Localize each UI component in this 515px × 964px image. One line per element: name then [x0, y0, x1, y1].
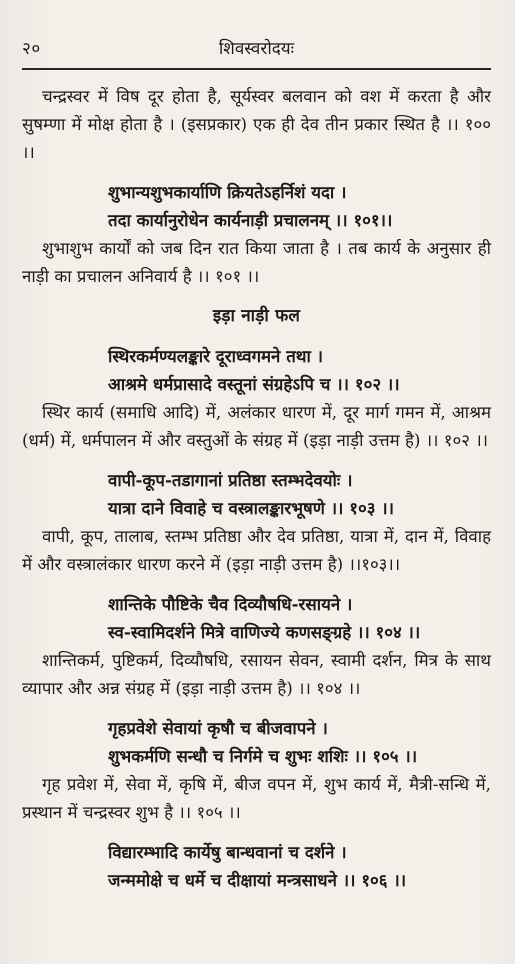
prose-paragraph: शान्तिकर्म, पुष्टिकर्म, दिव्यौषधि, रसायन सेवन, स्वामी दर्शन, मित्र के साथ व्यापार और अन्न संग्रह में (इड़ा नाड़ी उत्तम है) ।। १०४ ।। [22, 650, 491, 698]
page-number: २० [22, 39, 41, 59]
running-title: शिवस्वरोदयः [218, 39, 295, 59]
prose-paragraph: वापी, कूप, तालाब, स्तम्भ प्रतिष्ठा और देव प्रतिष्ठा, यात्रा में, दान में, विवाह में और वस्त्रालंकार धारण करने में (इड़ा नाड़ी उत्तम है) ।।१०३।। [22, 526, 491, 574]
verse-line: स्व-स्वामिदर्शने मित्रे वाणिज्ये कणसङ्ग्रहे ।। १०४ ।। [108, 622, 421, 642]
verse-line: शान्तिके पौष्टिके चैव दिव्यौषधि-रसायने । [108, 594, 353, 614]
verse-line: यात्रा दाने विवाहे च वस्त्रालङ्कारभूषणे ।। १०३ ।। [108, 498, 395, 518]
prose-paragraph: स्थिर कार्य (समाधि आदि) में, अलंकार धारण में, दूर मार्ग गमन में, आश्रम (धर्म) में, धर्मपालन में और वस्तुओं के संग्रह में (इड़ा नाड़ी उत्तम है) ।। १०२ ।। [22, 402, 491, 450]
verse-line: तदा कार्यानुरोधेन कार्यनाड़ी प्रचालनम् ।। १०१।। [108, 210, 393, 230]
sanskrit-verse [22, 178, 491, 234]
prose-paragraph: चन्द्रस्वर में विष दूर होता है, सूर्यस्वर बलवान को वश में करता है और सुषम्णा में मोक्ष होता है । (इसप्रकार) एक ही देव तीन प्रकार स्थित है ।। १०० ।। [22, 86, 491, 162]
section-heading: इड़ा नाड़ी फल [212, 306, 301, 326]
verse-line: विद्यारम्भादि कार्येषु बान्धवानां च दर्शने । [108, 842, 347, 862]
verse-line: शुभान्यशुभकार्याणि क्रियतेऽहर्निशं यदा । [108, 182, 347, 202]
prose-paragraph: गृह प्रवेश में, सेवा में, कृषि में, बीज वपन में, शुभ कार्य में, मैत्री-सन्धि में, प्रस्थान में चन्द्रस्वर शुभ है ।। १०५ ।। [22, 774, 491, 822]
sanskrit-verse [22, 714, 491, 770]
verse-line: शुभकर्मणि सन्धौ च निर्गमे च शुभः शशिः ।। १०५ ।। [108, 746, 418, 766]
verse-line: जन्ममोक्षे च धर्मे च दीक्षायां मन्त्रसाधने ।। १०६ ।। [108, 870, 407, 890]
sanskrit-verse [22, 342, 491, 398]
verse-line: आश्रमे धर्मप्रासादे वस्तूनां संग्रहेऽपि च ।। १०२ ।। [108, 374, 400, 394]
page-header [22, 36, 491, 70]
verse-line: गृहप्रवेशे सेवायां कृषौ च बीजवापने । [108, 718, 328, 738]
sanskrit-verse [22, 590, 491, 646]
sanskrit-verse [22, 466, 491, 522]
verse-line: स्थिरकर्मण्यलङ्कारे दूराध्वगमने तथा । [108, 346, 324, 366]
sanskrit-verse [22, 838, 491, 894]
prose-paragraph: शुभाशुभ कार्यों को जब दिन रात किया जाता है । तब कार्य के अनुसार ही नाड़ी का प्रचालन अनिवार्य है ।। १०१ ।। [22, 238, 491, 286]
verse-line: वापी-कूप-तडागानां प्रतिष्ठा स्तम्भदेवयोः । [108, 470, 353, 490]
page-content [22, 82, 491, 894]
